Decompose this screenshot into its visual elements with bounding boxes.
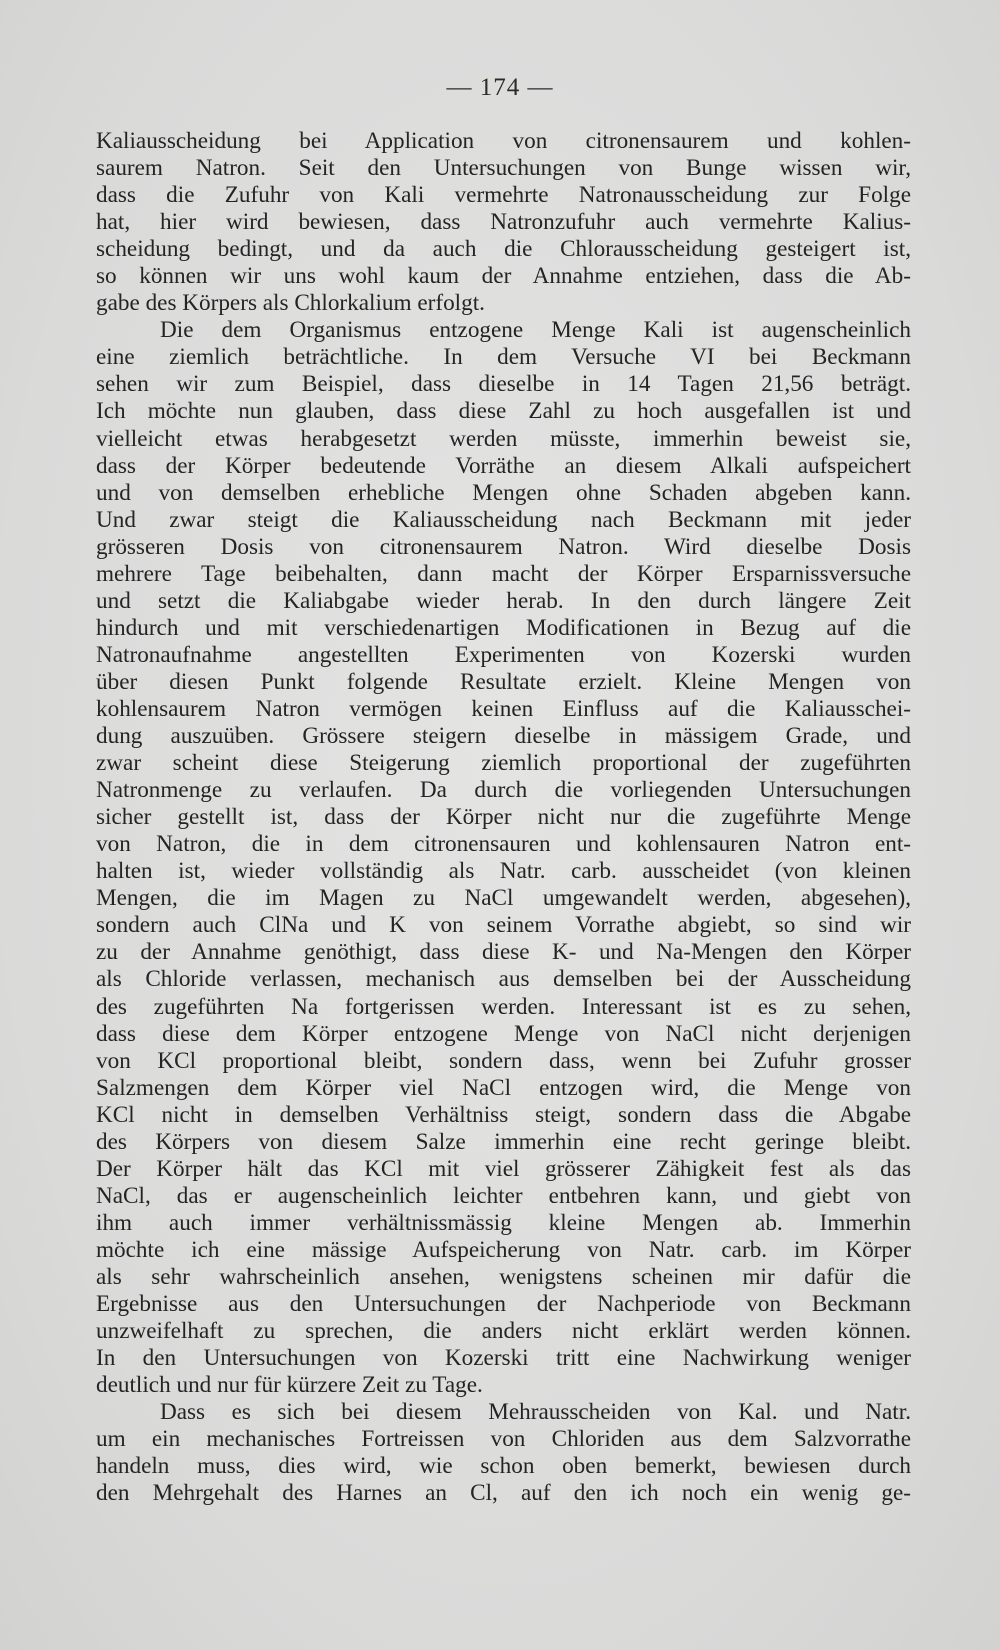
text-line: deutlich und nur für kürzere Zeit zu Tage.: [96, 1372, 483, 1399]
text-line: hat, hier wird bewiesen, dass Natronzufuhr auch vermehrte Kalius-: [96, 209, 911, 236]
text-line: Der Körper hält das KCl mit viel grösserer Zähigkeit fest als das: [96, 1155, 911, 1182]
text-line: Dass es sich bei diesem Mehrausscheiden von Kal. und Natr.: [160, 1399, 911, 1426]
text-line: Ergebnisse aus den Untersuchungen der Nachperiode von Beckmann: [96, 1291, 911, 1318]
text-line: Kaliausscheidung bei Application von citronensaurem und kohlen-: [96, 128, 911, 154]
text-line: vielleicht etwas herabgesetzt werden müsste, immerhin beweist sie,: [96, 425, 911, 452]
text-line: handeln muss, dies wird, wie schon oben bemerkt, bewiesen durch: [96, 1453, 911, 1480]
text-line: saurem Natron. Seit den Untersuchungen von Bunge wissen wir,: [96, 155, 911, 182]
text-line: des zugeführten Na fortgerissen werden. Interessant ist es zu sehen,: [96, 993, 911, 1020]
text-line: zwar scheint diese Steigerung ziemlich proportional der zugeführten: [96, 750, 911, 777]
text-line: dass diese dem Körper entzogene Menge von NaCl nicht derjenigen: [96, 1020, 911, 1047]
text-line: dass der Körper bedeutende Vorräthe an diesem Alkali aufspeichert: [96, 452, 911, 479]
text-line: dung auszuüben. Grössere steigern dieselbe in mässigem Grade, und: [96, 723, 911, 750]
text-line: scheidung bedingt, und da auch die Chlorausscheidung gesteigert ist,: [96, 236, 911, 263]
text-line: mehrere Tage beibehalten, dann macht der Körper Ersparnissversuche: [96, 560, 911, 587]
text-line: Die dem Organismus entzogene Menge Kali ist augenscheinlich: [160, 317, 911, 344]
text-line: um ein mechanisches Fortreissen von Chloriden aus dem Salzvorrathe: [96, 1426, 911, 1453]
text-line: halten ist, wieder vollständig als Natr. carb. ausscheidet (von kleinen: [96, 858, 911, 885]
text-line: Ich möchte nun glauben, dass diese Zahl zu hoch ausgefallen ist und: [96, 398, 911, 425]
text-line: und setzt die Kaliabgabe wieder herab. In den durch längere Zeit: [96, 587, 911, 614]
text-line: Mengen, die im Magen zu NaCl umgewandelt werden, abgesehen),: [96, 885, 911, 912]
text-line: und von demselben erhebliche Mengen ohne Schaden abgeben kann.: [96, 479, 911, 506]
text-line: NaCl, das er augenscheinlich leichter entbehren kann, und giebt von: [96, 1182, 911, 1209]
text-line: KCl nicht in demselben Verhältniss steigt, sondern dass die Abgabe: [96, 1101, 911, 1128]
text-line: Natronaufnahme angestellten Experimenten von Kozerski wurden: [96, 641, 911, 668]
text-line: von KCl proportional bleibt, sondern dass, wenn bei Zufuhr grosser: [96, 1047, 911, 1074]
text-line: des Körpers von diesem Salze immerhin eine recht geringe bleibt.: [96, 1128, 911, 1155]
text-line: unzweifelhaft zu sprechen, die anders nicht erklärt werden können.: [96, 1318, 911, 1345]
text-line: Und zwar steigt die Kaliausscheidung nach Beckmann mit jeder: [96, 506, 911, 533]
text-line: dass die Zufuhr von Kali vermehrte Natronausscheidung zur Folge: [96, 182, 911, 209]
text-line: eine ziemlich beträchtliche. In dem Versuche VI bei Beckmann: [96, 344, 911, 371]
text-line: In den Untersuchungen von Kozerski tritt eine Nachwirkung weniger: [96, 1345, 911, 1372]
text-line: ihm auch immer verhältnissmässig kleine Mengen ab. Immerhin: [96, 1209, 911, 1236]
text-line: möchte ich eine mässige Aufspeicherung von Natr. carb. im Körper: [96, 1236, 911, 1263]
text-line: den Mehrgehalt des Harnes an Cl, auf den ich noch ein wenig ge-: [96, 1480, 911, 1507]
text-line: von Natron, die in dem citronensauren und kohlensauren Natron ent-: [96, 831, 911, 858]
text-line: grösseren Dosis von citronensaurem Natron. Wird dieselbe Dosis: [96, 533, 911, 560]
text-line: sondern auch ClNa und K von seinem Vorrathe abgiebt, so sind wir: [96, 912, 911, 939]
text-line: sicher gestellt ist, dass der Körper nicht nur die zugeführte Menge: [96, 804, 911, 831]
text-line: Natronmenge zu verlaufen. Da durch die vorliegenden Untersuchungen: [96, 777, 911, 804]
text-line: als Chloride verlassen, mechanisch aus demselben bei der Ausscheidung: [96, 966, 911, 993]
text-line: zu der Annahme genöthigt, dass diese K- und Na-Mengen den Körper: [96, 939, 911, 966]
text-line: über diesen Punkt folgende Resultate erzielt. Kleine Mengen von: [96, 668, 911, 695]
page-number: — 174 —: [446, 74, 554, 101]
body-text: [96, 128, 911, 1507]
text-line: sehen wir zum Beispiel, dass dieselbe in 14 Tagen 21,56 beträgt.: [96, 371, 911, 398]
text-line: hindurch und mit verschiedenartigen Modificationen in Bezug auf die: [96, 614, 911, 641]
text-line: Salzmengen dem Körper viel NaCl entzogen wird, die Menge von: [96, 1074, 911, 1101]
text-line: so können wir uns wohl kaum der Annahme entziehen, dass die Ab-: [96, 263, 911, 290]
text-line: kohlensaurem Natron vermögen keinen Einfluss auf die Kaliausschei-: [96, 695, 911, 722]
text-line: gabe des Körpers als Chlorkalium erfolgt.: [96, 290, 485, 317]
text-line: als sehr wahrscheinlich ansehen, wenigstens scheinen mir dafür die: [96, 1263, 911, 1290]
